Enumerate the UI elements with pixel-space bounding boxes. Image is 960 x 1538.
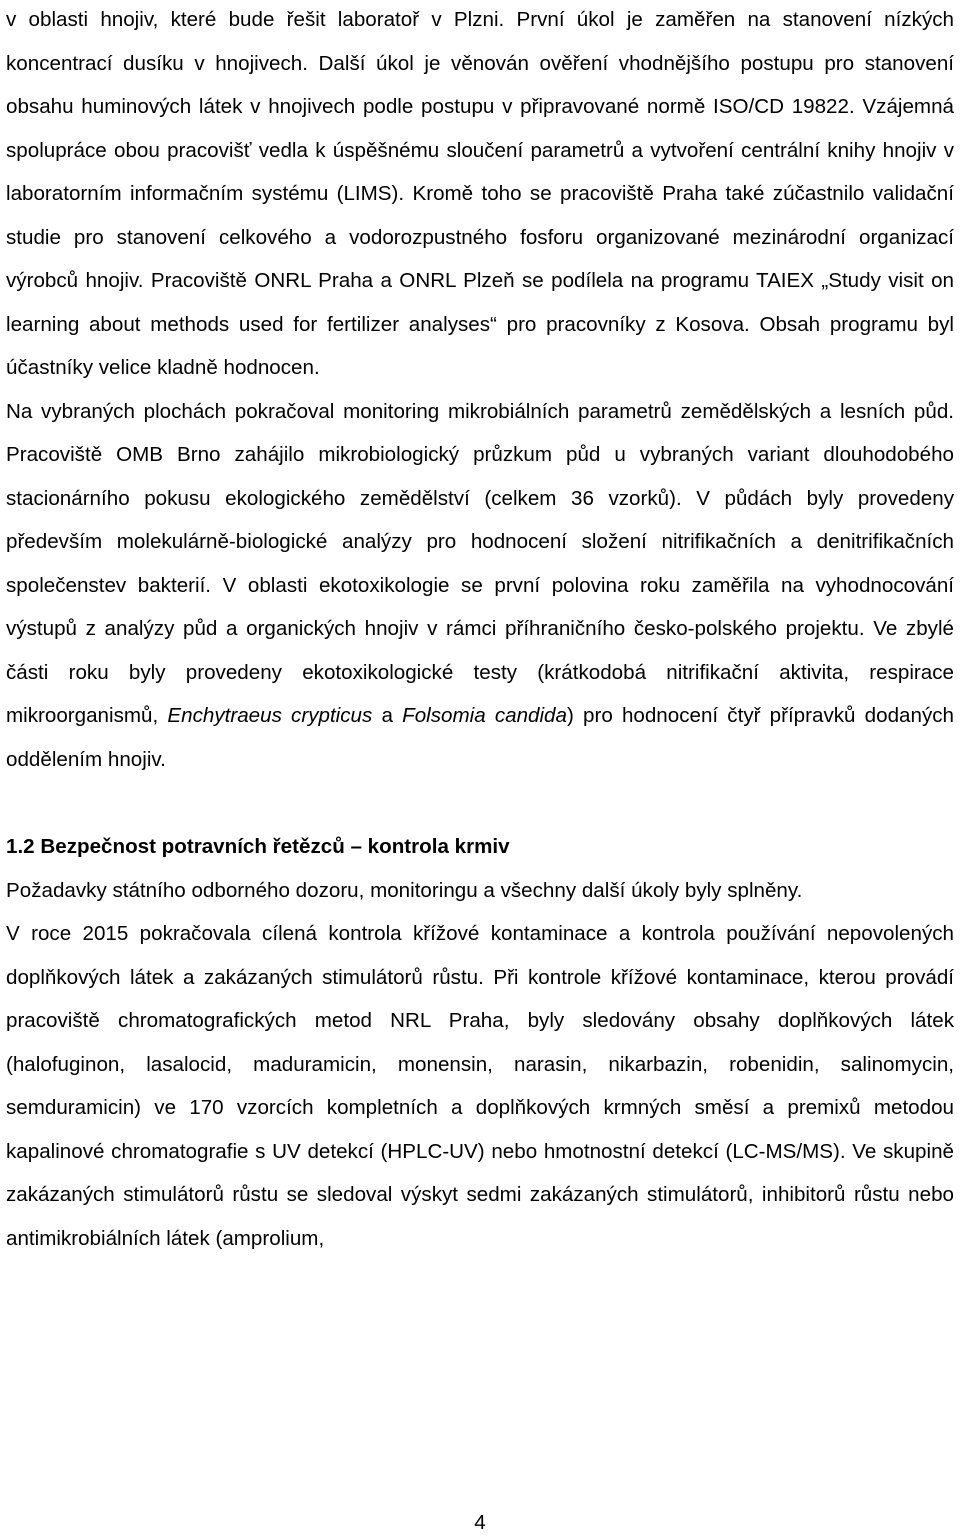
paragraph-fertilizer-lab: v oblasti hnojiv, které bude řešit laboratoř v Plzni. První úkol je zaměřen na stanovení nízkých koncentrací dusíku v hnojivech. Další úkol je věnován ověření vhodnějšího postupu pro stanovení obsahu huminových látek v hnojivech podle postupu v připravované normě ISO/CD 19822. Vzájemná spolupráce obou pracovišť vedla k úspěšnému sloučení parametrů a vytvoření centrální knihy hnojiv v laboratorním informačním systému (LIMS). Kromě toho se pracoviště Praha také zúčastnilo validační studie pro stanovení celkového a vodorozpustného fosforu organizované mezinárodní organizací výrobců hnojiv. Pracoviště ONRL Praha a ONRL Plzeň se podílela na programu TAIEX „Study visit on learning about methods used for fertilizer analyses“ pro pracovníky z Kosova. Obsah programu byl účastníky velice kladně hodnocen.	[6, 8, 954, 379]
paragraph-microbiology	[6, 390, 954, 782]
section-title: Bezpečnost potravních řetězců – kontrola krmiv	[40, 835, 510, 858]
section-heading	[6, 825, 954, 869]
section-spacer	[6, 781, 954, 825]
species-name-enchytraeus: Enchytraeus crypticus	[167, 704, 373, 727]
species-name-folsomia: Folsomia candida	[402, 704, 567, 727]
section-number: 1.2	[6, 835, 35, 858]
paragraph-microbiology-text-3: ) pro hodnocení čtyř přípravků dodaných oddělením hnojiv.	[6, 704, 954, 771]
paragraph-microbiology-text-2: a	[372, 704, 403, 727]
paragraph-cross-contamination: V roce 2015 pokračovala cílená kontrola křížové kontaminace a kontrola používání nepovolených doplňkových látek a zakázaných stimulátorů růstu. Při kontrole křížové kontaminace, kterou provádí pracoviště chromatografických metod NRL Praha, byly sledovány obsahy doplňkových látek (halofuginon, lasalocid, maduramicin, monensin, narasin, nikarbazin, robenidin, salinomycin, semduramicin) ve 170 vzorcích kompletních a doplňkových krmných směsí a premixů metodou kapalinové chromatografie s UV detekcí (HPLC-UV) nebo hmotnostní detekcí (LC-MS/MS). Ve skupině zakázaných stimulátorů růstu se sledoval výskyt sedmi zakázaných stimulátorů, inhibitorů růstu nebo antimikrobiálních látek (amprolium,	[6, 922, 954, 1250]
document-page	[6, 0, 954, 1260]
page-number: 4	[474, 1511, 486, 1534]
paragraph-microbiology-text-1: Na vybraných plochách pokračoval monitoring mikrobiálních parametrů zemědělských a lesních půd. Pracoviště OMB Brno zahájilo mikrobiologický průzkum půd u vybraných variant dlouhodobého stacionárního pokusu ekologického zemědělství (celkem 36 vzorků). V půdách byly provedeny především molekulárně-biologické analýzy pro hodnocení složení nitrifikačních a denitrifikačních společenstev bakterií. V oblasti ekotoxikologie se první polovina roku zaměřila na vyhodnocování výstupů z analýzy půd a organických hnojiv v rámci příhraničního česko-polského projektu. Ve zbylé části roku byly provedeny ekotoxikologické testy (krátkodobá nitrifikační aktivita, respirace mikroorganismů,	[6, 399, 954, 727]
paragraph-requirements: Požadavky státního odborného dozoru, monitoringu a všechny další úkoly byly splněny.	[6, 878, 803, 902]
